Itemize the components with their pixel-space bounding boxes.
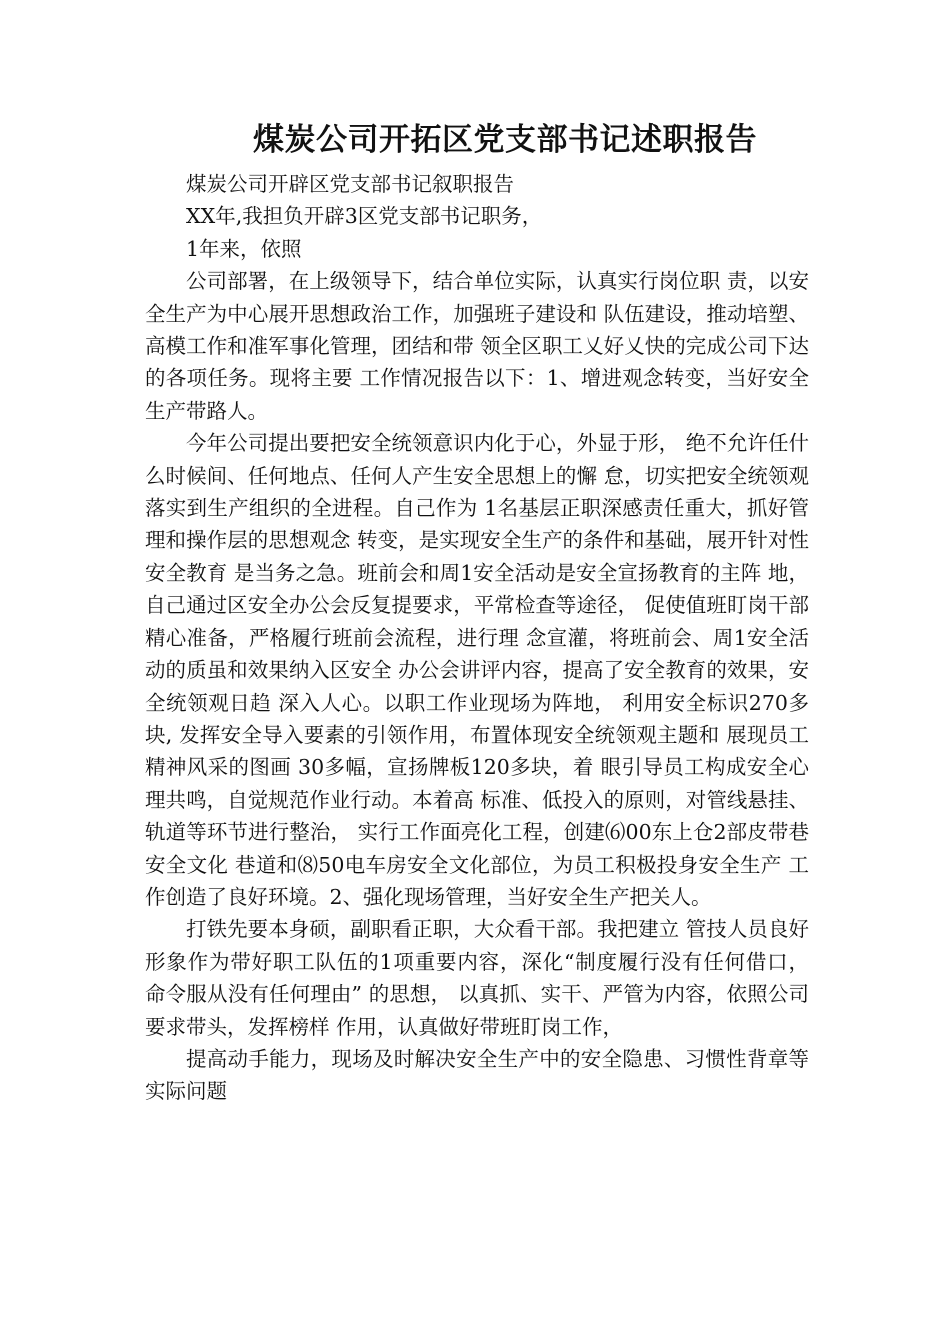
body-paragraph-2: 今年公司提出要把安全统领意识内化于心，外显于形， 绝不允许任什么时候间、任何地点、任何人产生安全思想上的懈 怠，切实把安全统领观落实到生产组织的全进程。自己作为 1名基层正职深感责任重大，抓好管理和操作层的思想观念 转变，是实现安全生产的条件和基础，展开针对性安全教育 是当务之急。班前会和周1安全活动是安全宣扬教育的主阵 地，自己通过区安全办公会反复提要求，平常检查等途径， 促使值班盯岗干部精心准备，严格履行班前会流程，进行理 念宣灌，将班前会、周1安全活动的质虽和效果纳入区安全 办公会讲评内容，提高了安全教育的效果，安全统领观日趋 深入人心。以职工作业现场为阵地， 利用安全标识270多块, 发挥安全导入要素的引领作用，布置体现安全统领观主题和 展现员工精神风采的图画 30多幅，宣扬牌板120多块，着 眼引导员工构成安全心理共鸣，自觉规范作业行动。本着高 标准、低投入的原则，对管线悬挂、轨道等环节进行整治， 实行工作面亮化工程，创建⑹00东上仓2部皮带巷安全文化 巷道和⑻50电车房安全文化部位，为员工积极投身安全生产 工作创造了良好环境。2、强化现场管理，当好安全生产把关人。 xyxy=(145,431,809,909)
document-title: 煤炭公司开拓区党支部书记述职报告 xyxy=(253,122,757,158)
subtitle-paragraph: 煤炭公司开辟区党支部书记叙职报告 xyxy=(186,172,514,196)
body-paragraph-4: 提高动手能力，现场及时解决安全生产中的安全隐患、习惯性背章等实际问题 xyxy=(145,1046,809,1104)
body-paragraph-3: 打铁先要本身硕，副职看正职，大众看干部。我把建立 管技人员良好形象作为带好职工队伍的1项重要内容，深化“制度履行没有任何借口， 命令服从没有任何理由” 的思想， 以真抓、实干、严管为内容，依照公司要求带头，发挥榜样 作用，认真做好带班盯岗工作， xyxy=(145,917,809,1039)
body-paragraph-1: 公司部署，在上级领导下，结合单位实际，认真实行岗位职 责，以安全生产为中心展开思想政治工作，加强班子建设和 队伍建设，推动培塑、高模工作和准军事化管理，团结和带 领全区职工乂好乂快的完成公司下达的各项任务。现将主要 工作情况报告以下：1、增进观念转变，当好安全生产带路人。 xyxy=(145,269,809,423)
document-body xyxy=(145,168,809,1108)
intro-paragraph: XX年,我担负开辟3区党支部书记职务， xyxy=(186,204,543,229)
intro-paragraph-2: 1年来，依照 xyxy=(186,236,302,261)
